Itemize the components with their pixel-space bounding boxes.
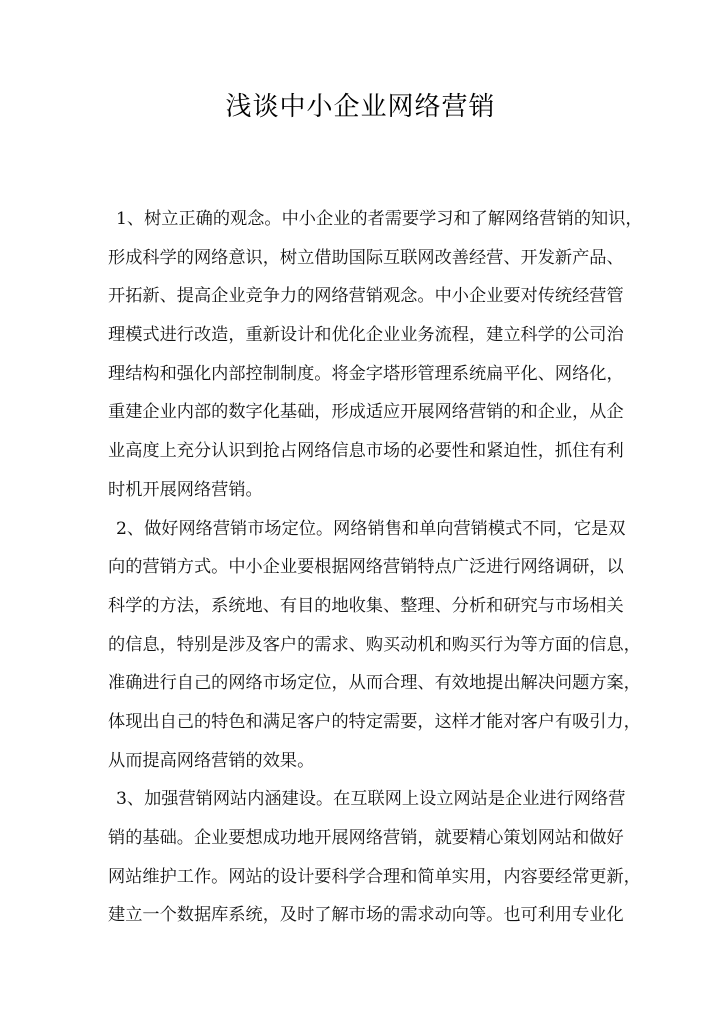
paragraph-2-line-1: 2、做好网络营销市场定位。网络销售和单向营销模式不同，它是双: [116, 518, 626, 539]
paragraph-2-line-6: 体现出自己的特色和满足客户的特定需要，这样才能对客户有吸引力，: [108, 711, 641, 732]
paragraph-2-line-2: 向的营销方式。中小企业要根据网络营销特点广泛进行网络调研，以: [108, 557, 624, 578]
paragraph-3-line-1: 3、加强营销网站内涵建设。在互联网上设立网站是企业进行网络营: [116, 789, 626, 810]
paragraph-2-line-7: 从而提高网络营销的效果。: [108, 750, 315, 771]
paragraph-1-line-6: 重建企业内部的数字化基础，形成适应开展网络营销的和企业，从企: [108, 402, 624, 423]
paragraph-1-line-4: 理模式进行改造，重新设计和优化企业业务流程，建立科学的公司治: [108, 325, 624, 346]
paragraph-2-line-4: 的信息，特别是涉及客户的需求、购买动机和购买行为等方面的信息，: [108, 634, 641, 655]
document-body: [108, 205, 643, 940]
paragraph-3-line-3: 网站维护工作。网站的设计要科学合理和简单实用，内容要经常更新，: [108, 866, 641, 887]
paragraph-2-line-5: 准确进行自己的网络市场定位，从而合理、有效地提出解决问题方案，: [108, 673, 641, 694]
paragraph-3-line-4: 建立一个数据库系统，及时了解市场的需求动向等。也可利用专业化: [108, 905, 624, 926]
paragraph-1-line-2: 形成科学的网络意识，树立借助国际互联网改善经营、开发新产品、: [108, 247, 624, 268]
paragraph-1-line-1: 1、树立正确的观念。中小企业的者需要学习和了解网络营销的知识，: [116, 209, 643, 229]
paragraph-2-line-3: 科学的方法，系统地、有目的地收集、整理、分析和研究与市场相关: [108, 595, 624, 616]
paragraph-1-line-7: 业高度上充分认识到抢占网络信息市场的必要性和紧迫性，抓住有利: [108, 441, 624, 462]
document-title: 浅谈中小企业网络营销: [225, 92, 496, 122]
paragraph-1-line-3: 开拓新、提高企业竞争力的网络营销观念。中小企业要对传统经营管: [108, 286, 624, 307]
paragraph-3-line-2: 销的基础。企业要想成功地开展网络营销，就要精心策划网站和做好: [108, 828, 624, 848]
paragraph-1-line-5: 理结构和强化内部控制制度。将金字塔形管理系统扁平化、网络化，: [108, 363, 624, 384]
paragraph-1-line-8: 时机开展网络营销。: [108, 479, 263, 500]
